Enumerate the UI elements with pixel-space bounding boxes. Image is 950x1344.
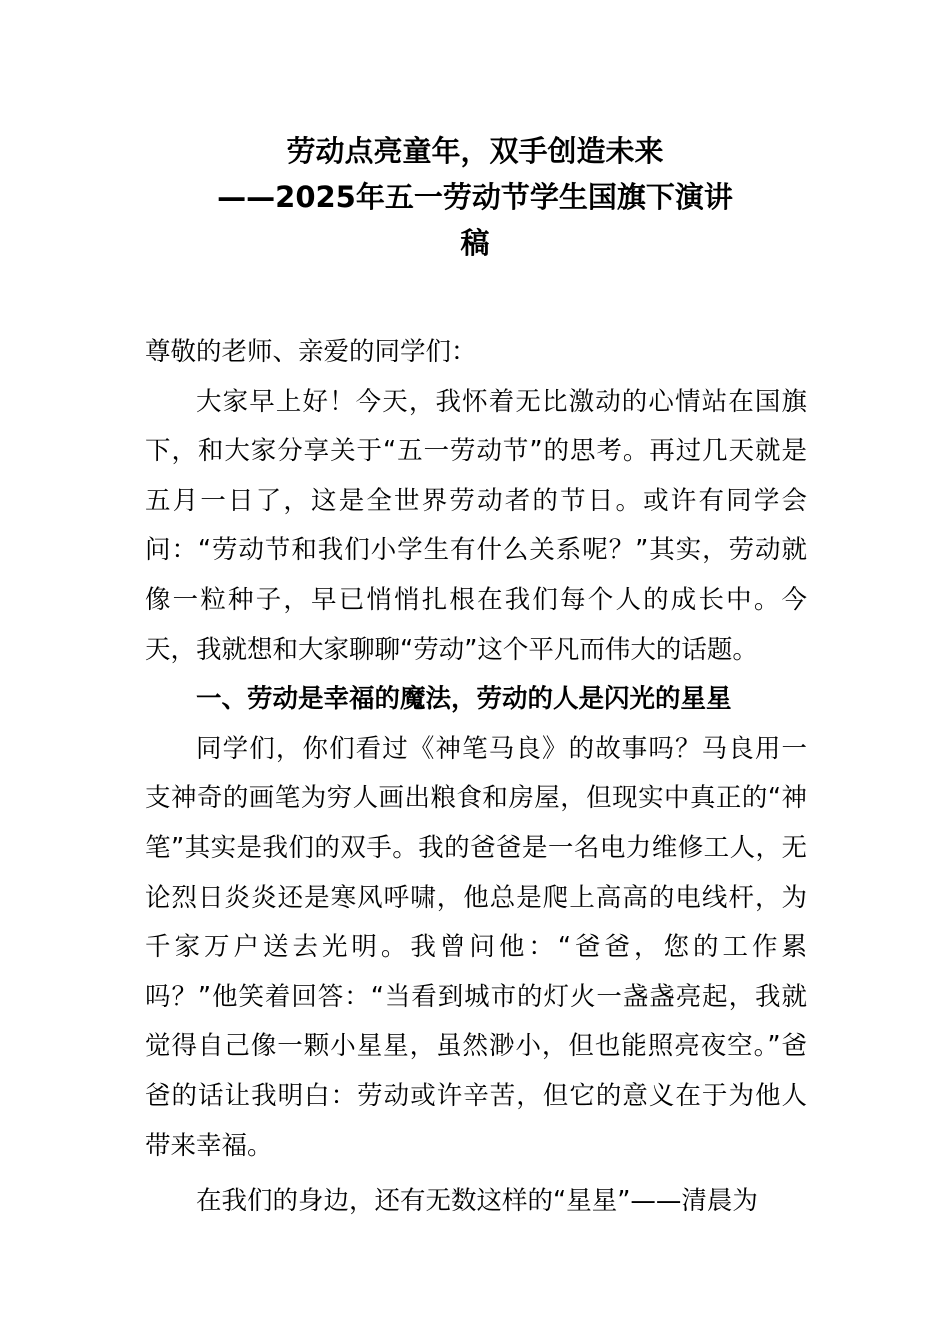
title-line-2: ——2025年五一劳动节学生国旗下演讲 (217, 180, 733, 214)
salutation: 尊敬的老师、亲爱的同学们： (145, 337, 477, 367)
document-body (145, 328, 807, 1227)
title-line-1: 劳动点亮童年，双手创造未来 (286, 134, 664, 168)
paragraph-2: 同学们，你们看过《神笔马良》的故事吗？马良用一支神奇的画笔为穷人画出粮食和房屋，但现实中真正的“神笔”其实是我们的双手。我的爸爸是一名电力维修工人，无论烈日炎炎还是寒风呼啸，他总是爬上高高的电线杆，为千家万户送去光明。我曾问他：“爸爸，您的工作累吗？”他笑着回答：“当看到城市的灯火一盏盏亮起，我就觉得自己像一颗小星星，虽然渺小，但也能照亮夜空。”爸爸的话让我明白：劳动或许辛苦，但它的意义在于为他人带来幸福。 (145, 733, 807, 1161)
section-heading-1: 一、劳动是幸福的魔法，劳动的人是闪光的星星 (196, 684, 732, 715)
document-title (120, 128, 830, 266)
title-line-3: 稿 (460, 226, 490, 260)
paragraph-3: 在我们的身边，还有无数这样的“星星”——清晨为 (196, 1186, 758, 1217)
paragraph-1: 大家早上好！今天，我怀着无比激动的心情站在国旗下，和大家分享关于“五一劳动节”的思考。再过几天就是五月一日了，这是全世界劳动者的节日。或许有同学会问：“劳动节和我们小学生有什么关系呢？”其实，劳动就像一粒种子，早已悄悄扎根在我们每个人的成长中。今天，我就想和大家聊聊“劳动”这个平凡而伟大的话题。 (145, 386, 807, 665)
